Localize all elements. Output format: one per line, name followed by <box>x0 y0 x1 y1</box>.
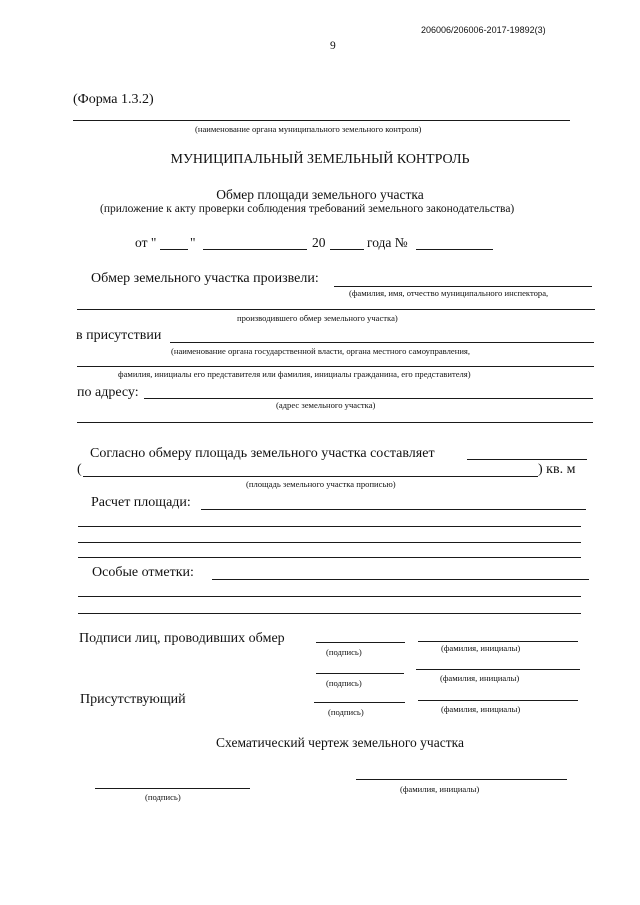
signature-line-2[interactable] <box>316 673 404 674</box>
inspector-caption-1: (фамилия, имя, отчество муниципального инспектора, <box>349 288 549 298</box>
address-label: по адресу: <box>77 385 139 400</box>
measured-by-label: Обмер земельного участка произвели: <box>91 271 319 286</box>
name-line-2[interactable] <box>416 669 580 670</box>
sketch-name-line[interactable] <box>356 779 567 780</box>
sketch-name-caption: (фамилия, инициалы) <box>400 784 480 794</box>
page-title: МУНИЦИПАЛЬНЫЙ ЗЕМЕЛЬНЫЙ КОНТРОЛЬ <box>170 152 470 167</box>
month-field[interactable] <box>203 249 307 250</box>
signature-caption-2: (подпись) <box>326 678 362 688</box>
signature-line-1[interactable] <box>316 642 405 643</box>
area-value-field[interactable] <box>467 459 587 460</box>
calc-line-3[interactable] <box>78 542 581 543</box>
day-field[interactable] <box>160 249 188 250</box>
inspector-line-2[interactable] <box>77 309 595 310</box>
area-label: Согласно обмеру площадь земельного участка составляет <box>90 446 435 461</box>
name-caption-3: (фамилия, инициалы) <box>441 704 521 714</box>
organ-line[interactable] <box>73 120 570 121</box>
year-prefix: 20 <box>312 235 326 250</box>
notes-label: Особые отметки: <box>92 565 194 580</box>
date-quote-close: " <box>190 235 196 250</box>
address-caption: (адрес земельного участка) <box>276 400 376 410</box>
signature-caption-1: (подпись) <box>326 647 362 657</box>
signature-caption-3: (подпись) <box>328 707 364 717</box>
signatures-label: Подписи лиц, проводивших обмер <box>79 631 285 646</box>
presence-caption-1: (наименование органа государственной власти, органа местного самоуправления, <box>171 346 471 356</box>
presence-label: в присутствии <box>76 328 162 343</box>
address-line-2[interactable] <box>77 422 593 423</box>
address-line-1[interactable] <box>144 398 593 399</box>
subtitle: Обмер площади земельного участка <box>216 187 424 202</box>
page-number: 9 <box>330 40 336 52</box>
form-label: (Форма 1.3.2) <box>73 92 154 107</box>
calc-label: Расчет площади: <box>91 495 191 510</box>
calc-line-4[interactable] <box>78 557 581 558</box>
subtitle-note: (приложение к акту проверки соблюдения требований земельного законодательства) <box>100 203 515 215</box>
presence-line-2[interactable] <box>77 366 594 367</box>
presence-caption-2: фамилия, инициалы его представителя или фамилия, инициалы гражданина, его представителя) <box>118 369 471 379</box>
name-caption-1: (фамилия, инициалы) <box>441 643 521 653</box>
name-line-1[interactable] <box>418 641 578 642</box>
present-label: Присутствующий <box>80 692 186 707</box>
calc-line-2[interactable] <box>78 526 581 527</box>
name-caption-2: (фамилия, инициалы) <box>440 673 520 683</box>
inspector-line-1[interactable] <box>334 286 592 287</box>
signature-line-3[interactable] <box>314 702 405 703</box>
year-field[interactable] <box>330 249 364 250</box>
notes-line-1[interactable] <box>212 579 589 580</box>
sketch-signature-line[interactable] <box>95 788 250 789</box>
name-line-3[interactable] <box>418 700 578 701</box>
date-prefix: от " <box>135 235 157 250</box>
organ-caption: (наименование органа муниципального земельного контроля) <box>195 124 422 134</box>
area-open-paren: ( <box>77 462 82 477</box>
area-caption: (площадь земельного участка прописью) <box>246 479 396 489</box>
area-unit: ) кв. м <box>538 462 576 477</box>
number-label: года № <box>367 235 408 250</box>
presence-line-1[interactable] <box>170 342 594 343</box>
number-field[interactable] <box>416 249 493 250</box>
document-id: 206006/206006-2017-19892(3) <box>421 25 546 35</box>
sketch-title: Схематический чертеж земельного участка <box>216 735 464 750</box>
notes-line-3[interactable] <box>78 613 581 614</box>
notes-line-2[interactable] <box>78 596 581 597</box>
calc-line-1[interactable] <box>201 509 586 510</box>
sketch-signature-caption: (подпись) <box>145 792 181 802</box>
inspector-caption-2: производившего обмер земельного участка) <box>237 313 398 323</box>
area-words-field[interactable] <box>83 476 538 477</box>
